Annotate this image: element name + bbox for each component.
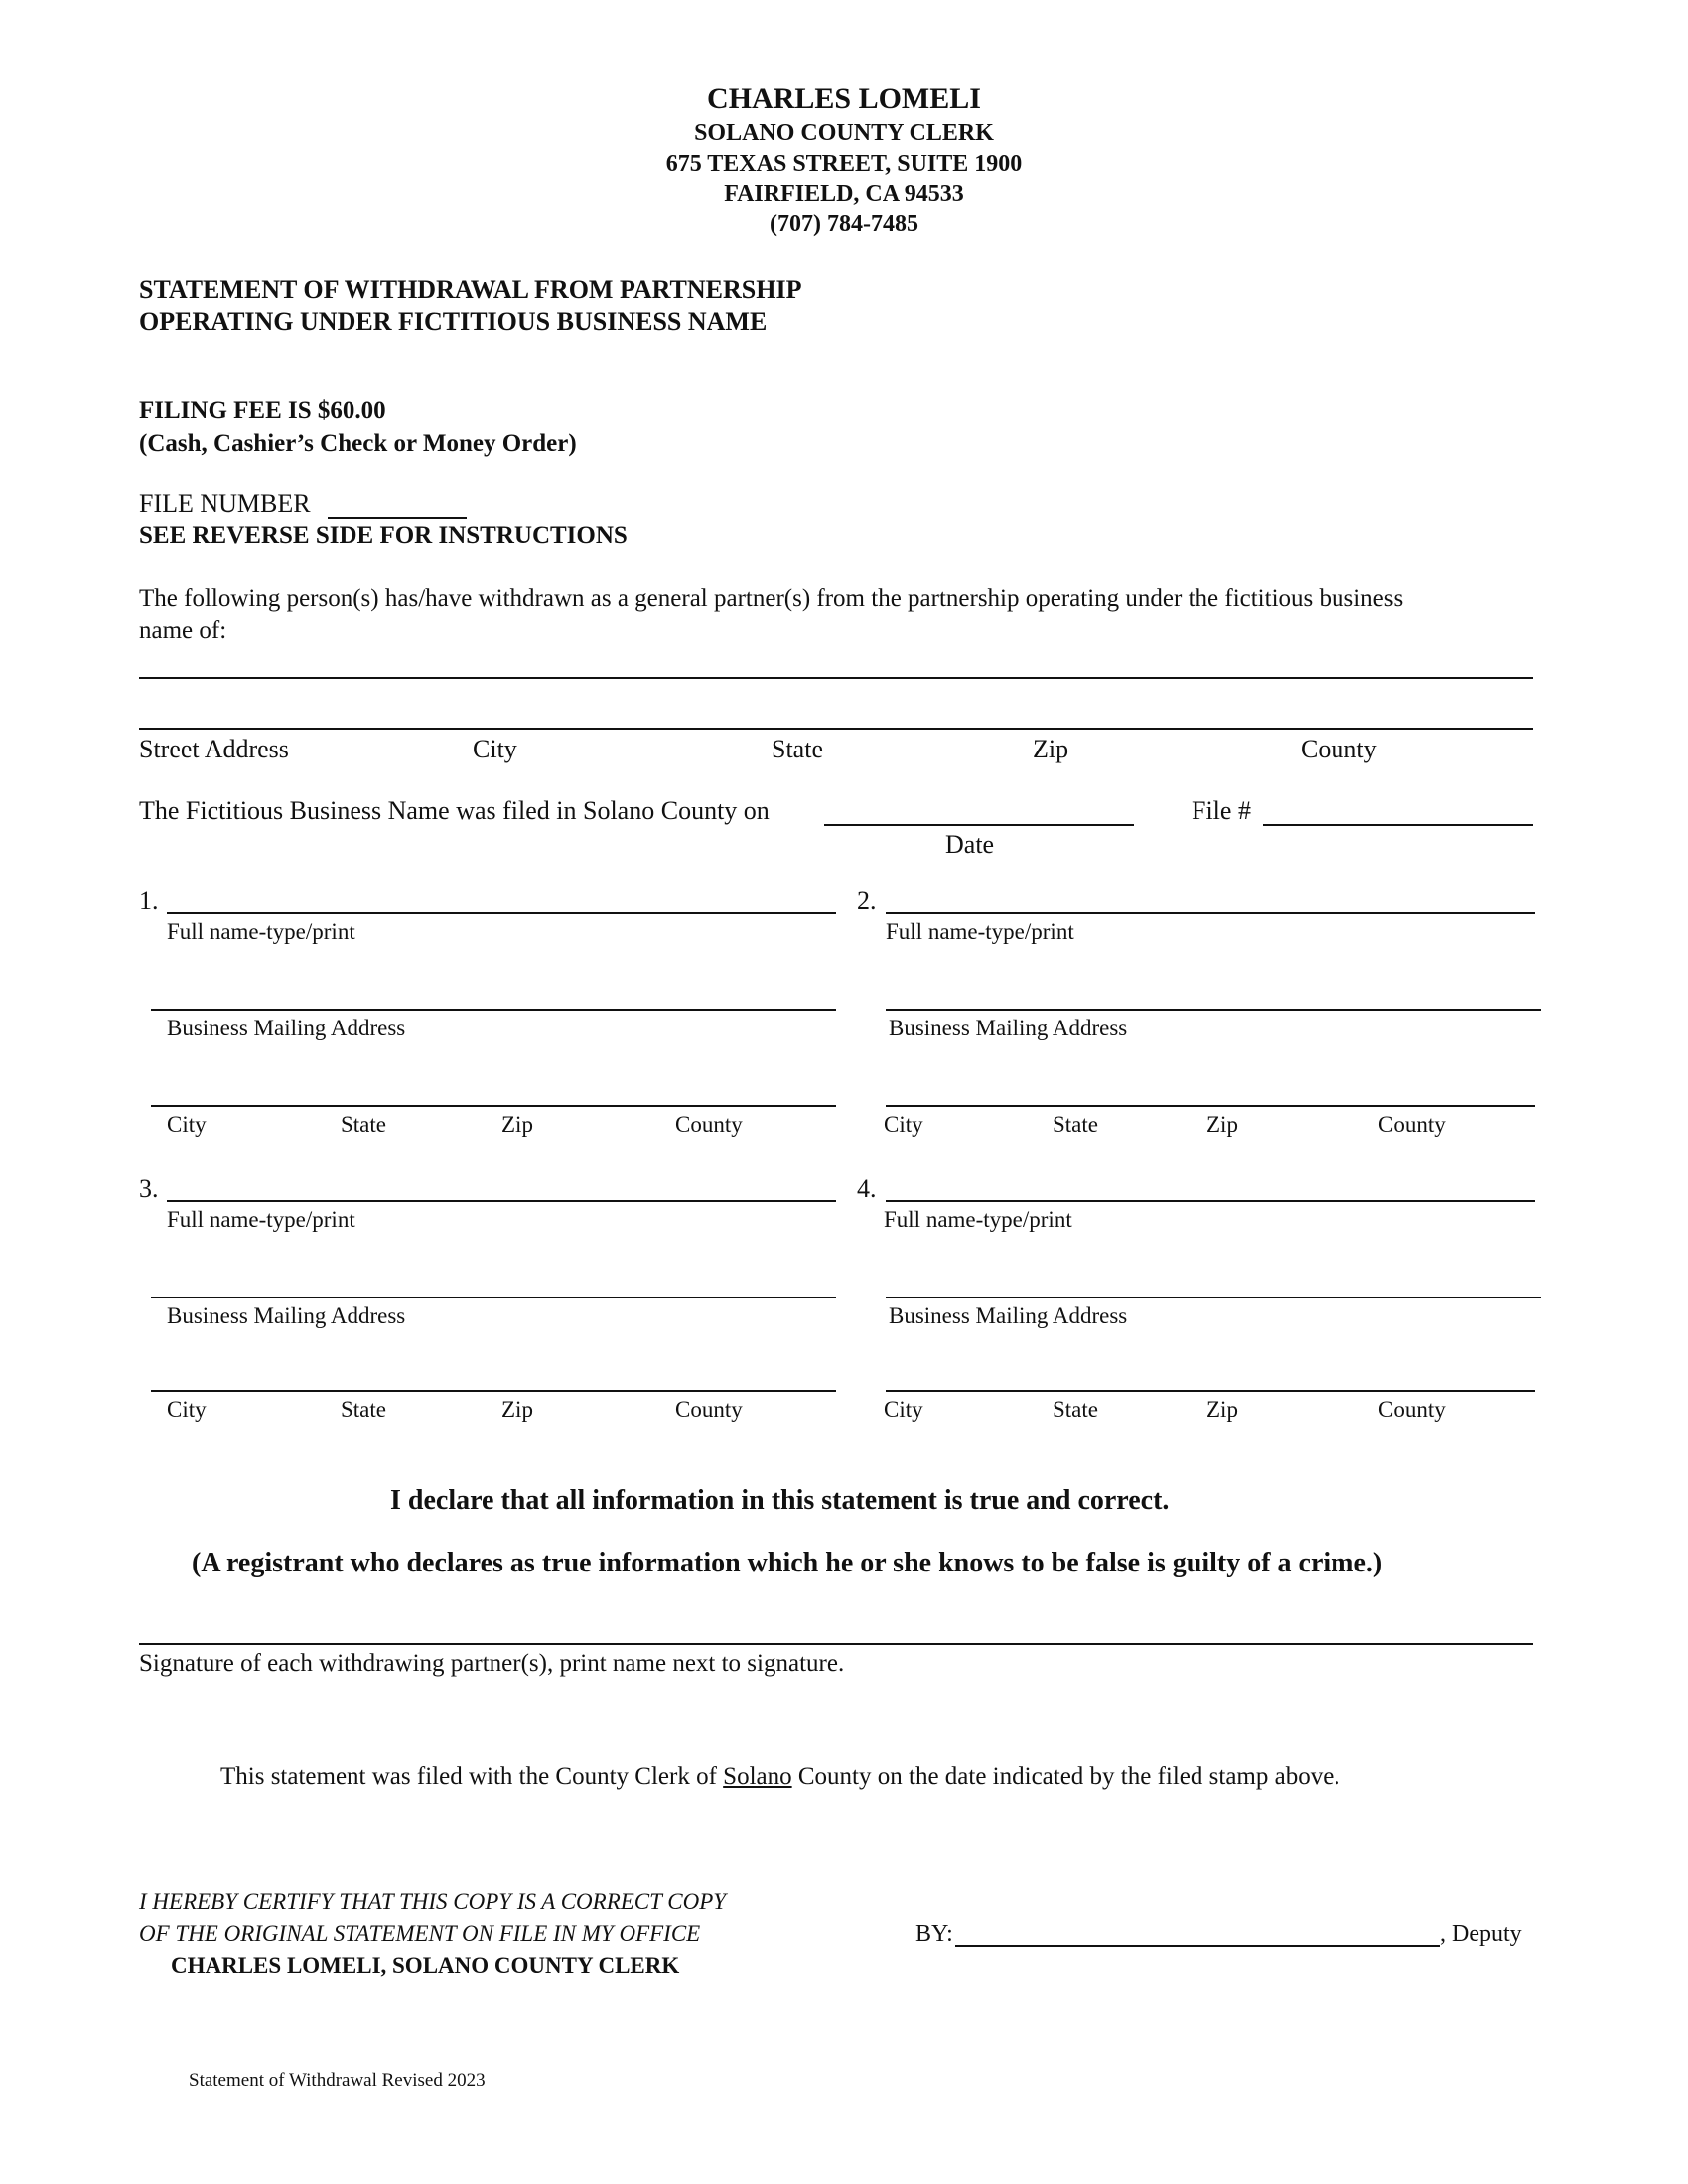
partner-2-name-input[interactable] <box>886 883 1535 914</box>
partner-1-address-input[interactable] <box>151 979 836 1011</box>
mailing-address-label: Business Mailing Address <box>889 1016 1128 1040</box>
partner-1-name-input[interactable] <box>167 883 836 914</box>
file-number-input[interactable] <box>328 489 467 519</box>
clerk-name: CHARLES LOMELI <box>707 82 981 115</box>
file-hash-input[interactable] <box>1263 794 1533 826</box>
zip-label: Zip <box>501 1397 533 1422</box>
filed-date-input[interactable] <box>824 794 1134 826</box>
county-label: County <box>1378 1112 1446 1137</box>
zip-label: Zip <box>501 1112 533 1137</box>
state-label: State <box>341 1397 386 1422</box>
certify-line2: OF THE ORIGINAL STATEMENT ON FILE IN MY OFFICE <box>139 1921 701 1946</box>
by-label: BY: <box>915 1921 953 1947</box>
filed-statement <box>220 1763 1340 1791</box>
filed-statement-county: Solano <box>723 1763 792 1790</box>
clerk-city: FAIRFIELD, CA 94533 <box>724 181 964 206</box>
zip-label: Zip <box>1206 1112 1238 1137</box>
intro-text-line1: The following person(s) has/have withdrawn as a general partner(s) from the partnership operating under the fictitious business <box>139 585 1404 612</box>
filed-in-county-text: The Fictitious Business Name was filed in Solano County on <box>139 796 770 825</box>
partner-number: 4. <box>857 1174 877 1203</box>
filed-statement-after: County on the date indicated by the filed stamp above. <box>791 1763 1340 1790</box>
partner-3-address-input[interactable] <box>151 1267 836 1298</box>
county-label: County <box>1378 1397 1446 1422</box>
perjury-warning: (A registrant who declares as true information which he or she knows to be false is guilty of a crime.) <box>192 1548 1383 1578</box>
revision-note: Statement of Withdrawal Revised 2023 <box>189 2070 486 2091</box>
form-title-line2: OPERATING UNDER FICTITIOUS BUSINESS NAME <box>139 307 768 336</box>
partner-4-city-state-input[interactable] <box>886 1360 1535 1392</box>
county-label: County <box>675 1112 743 1137</box>
city-label: City <box>884 1397 923 1422</box>
file-hash-label: File # <box>1192 796 1251 825</box>
partner-3-name-input[interactable] <box>167 1170 836 1202</box>
clerk-phone: (707) 784-7485 <box>770 211 918 237</box>
full-name-label: Full name-type/print <box>167 919 355 944</box>
signature-label: Signature of each withdrawing partner(s), print name next to signature. <box>139 1650 845 1677</box>
intro-text-line2: name of: <box>139 617 227 644</box>
partner-4-name-input[interactable] <box>886 1170 1535 1202</box>
partner-number: 1. <box>139 887 159 915</box>
state-label: State <box>341 1112 386 1137</box>
mailing-address-label: Business Mailing Address <box>889 1303 1128 1328</box>
partner-number: 3. <box>139 1174 159 1203</box>
clerk-street: 675 TEXAS STREET, SUITE 1900 <box>665 151 1023 177</box>
business-name-input[interactable] <box>139 647 1533 679</box>
payment-methods: (Cash, Cashier’s Check or Money Order) <box>139 430 577 457</box>
partner-2-address-input[interactable] <box>886 979 1541 1011</box>
deputy-signature-input[interactable] <box>955 1915 1440 1947</box>
filed-statement-before: This statement was filed with the County Clerk of <box>220 1763 724 1790</box>
partner-4-address-input[interactable] <box>886 1267 1541 1298</box>
filing-fee: FILING FEE IS $60.00 <box>139 397 386 424</box>
full-name-label: Full name-type/print <box>167 1207 355 1232</box>
full-name-label: Full name-type/print <box>886 919 1074 944</box>
county-label: County <box>675 1397 743 1422</box>
business-address-input[interactable] <box>139 698 1533 730</box>
mailing-address-label: Business Mailing Address <box>167 1016 406 1040</box>
partner-2-city-state-input[interactable] <box>886 1075 1535 1107</box>
clerk-office: SOLANO COUNTY CLERK <box>694 120 994 146</box>
partner-number: 2. <box>857 887 877 915</box>
state-label: State <box>1053 1397 1098 1422</box>
street-address-label: Street Address <box>139 735 289 763</box>
county-label: County <box>1301 735 1377 763</box>
full-name-label: Full name-type/print <box>884 1207 1072 1232</box>
certify-line1: I HEREBY CERTIFY THAT THIS COPY IS A CORRECT COPY <box>139 1889 727 1914</box>
declaration-statement: I declare that all information in this statement is true and correct. <box>390 1485 1170 1516</box>
city-label: City <box>473 735 517 763</box>
partner-3-city-state-input[interactable] <box>151 1360 836 1392</box>
city-label: City <box>884 1112 923 1137</box>
partner-1-city-state-input[interactable] <box>151 1075 836 1107</box>
state-label: State <box>772 735 823 763</box>
mailing-address-label: Business Mailing Address <box>167 1303 406 1328</box>
file-number-label: FILE NUMBER <box>139 489 311 518</box>
city-label: City <box>167 1397 207 1422</box>
city-label: City <box>167 1112 207 1137</box>
date-label: Date <box>945 830 995 859</box>
form-title-line1: STATEMENT OF WITHDRAWAL FROM PARTNERSHIP <box>139 275 802 304</box>
signature-input[interactable] <box>139 1613 1533 1645</box>
zip-label: Zip <box>1033 735 1069 763</box>
instructions-note: SEE REVERSE SIDE FOR INSTRUCTIONS <box>139 522 628 549</box>
state-label: State <box>1053 1112 1098 1137</box>
zip-label: Zip <box>1206 1397 1238 1422</box>
certify-clerk: CHARLES LOMELI, SOLANO COUNTY CLERK <box>171 1953 680 1978</box>
deputy-label: , Deputy <box>1440 1921 1522 1947</box>
